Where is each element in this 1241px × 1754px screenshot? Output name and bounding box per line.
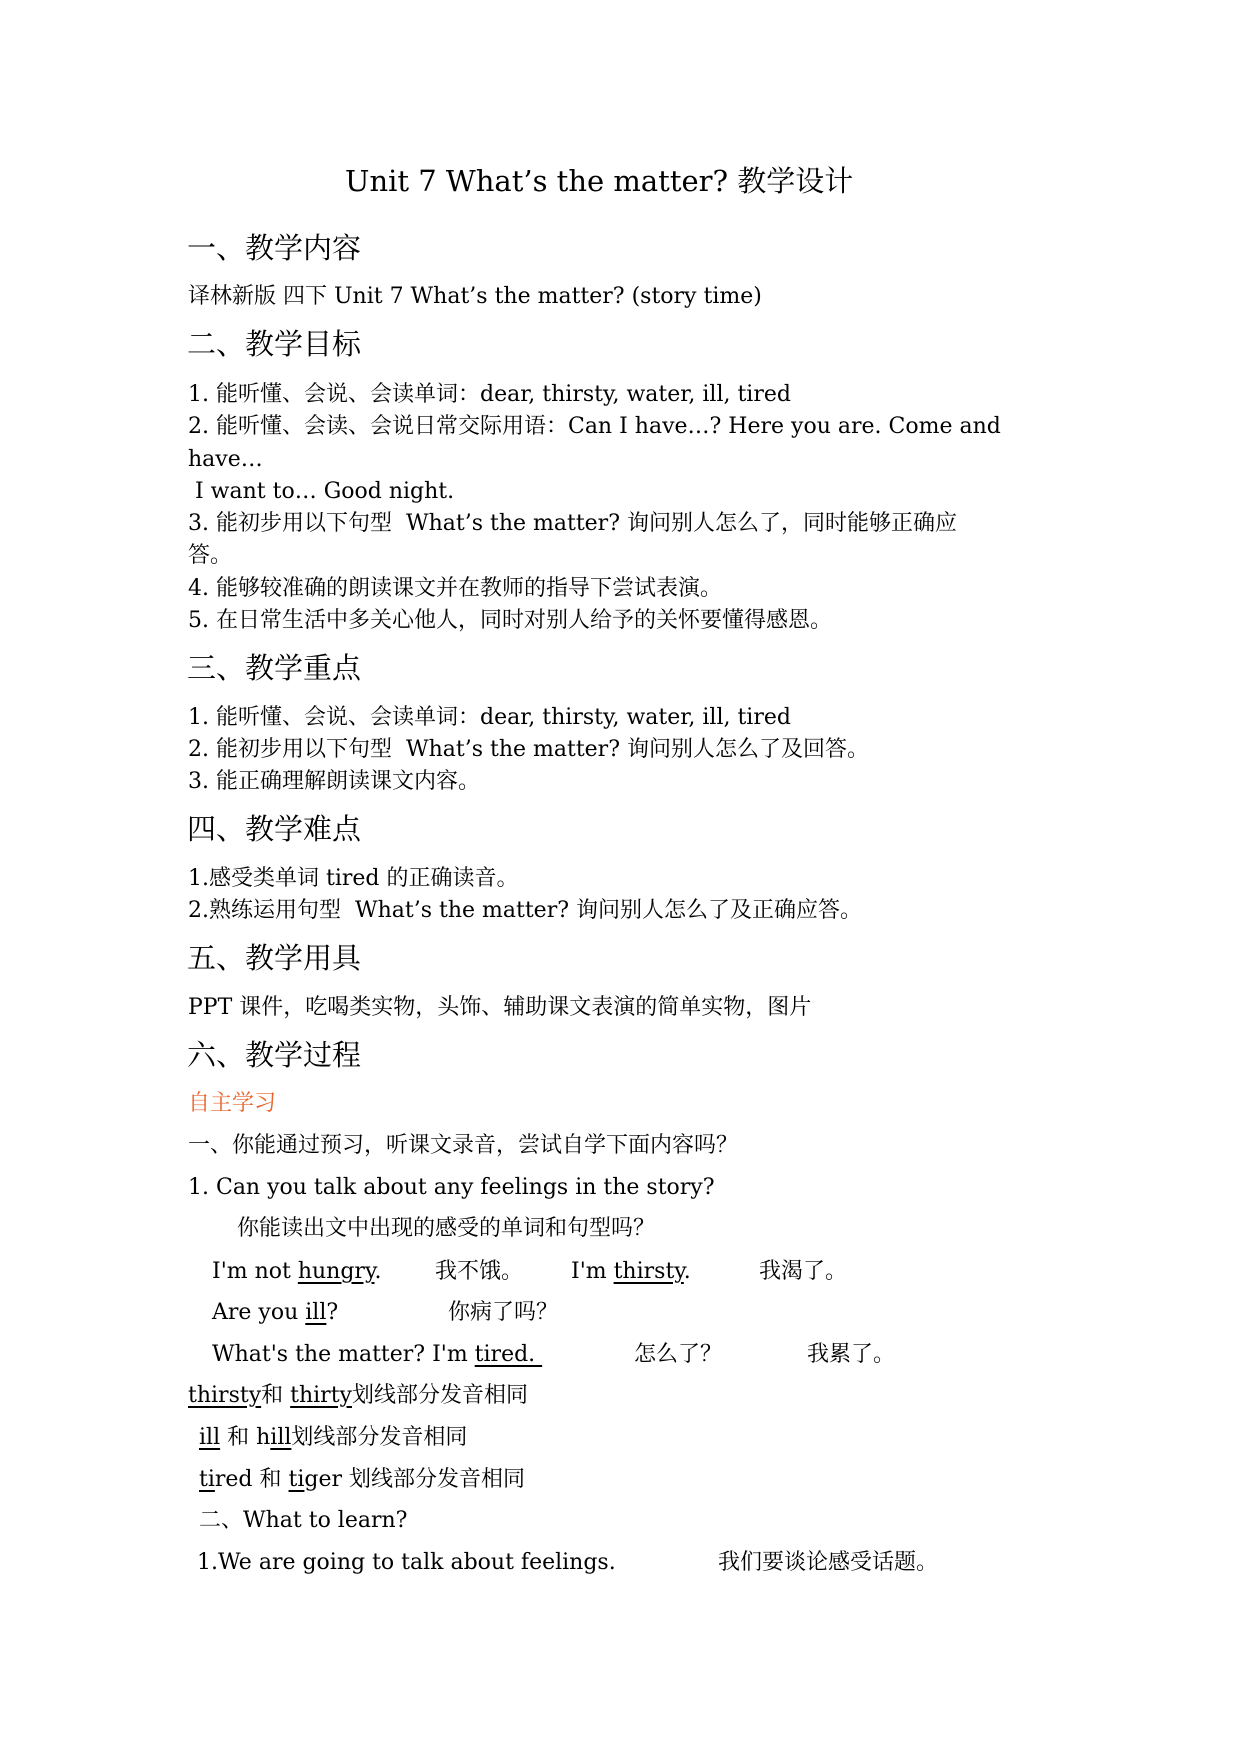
example-translation: 我渴了。	[759, 1259, 848, 1284]
question-item: 1. Can you talk about any feelings in the story?	[188, 1175, 715, 1200]
goal-item-continued: 答。	[188, 543, 233, 568]
underlined-word: hungry	[297, 1259, 375, 1284]
example-translation: 我不饿。	[435, 1259, 524, 1284]
example-translation: 我累了。	[807, 1342, 896, 1367]
difficulty-item: 2.熟练运用句型 What’s the matter? 询问别人怎么了及正确应答。	[188, 898, 862, 923]
key-point-item: 2. 能初步用以下句型 What’s the matter? 询问别人怎么了及回答。	[188, 737, 869, 762]
underlined-word: ill	[305, 1300, 327, 1325]
question-item: 1.We are going to talk about feelings.	[197, 1550, 616, 1575]
example-translation: 怎么了？	[634, 1342, 723, 1367]
goal-item: 1. 能听懂、会说、会读单词：dear, thirsty, water, ill, tired	[188, 382, 791, 407]
example-sentence: I'm thirsty.	[571, 1259, 691, 1284]
subheading-self-study: 自主学习	[188, 1091, 277, 1116]
goal-item-continued: I want to… Good night.	[188, 479, 455, 504]
question-heading: 二、What to learn?	[199, 1508, 408, 1533]
section-heading-key-points: 三、教学重点	[187, 651, 362, 685]
key-point-item: 1. 能听懂、会说、会读单词：dear, thirsty, water, ill, tired	[188, 705, 791, 730]
goal-item: 2. 能听懂、会读、会说日常交际用语：Can I have…? Here you are. Come and	[188, 414, 1001, 439]
page-title: Unit 7 What’s the matter? 教学设计	[345, 164, 854, 198]
underlined-word: tired.	[474, 1342, 543, 1367]
goal-item: 3. 能初步用以下句型 What’s the matter? 询问别人怎么了，同时能够正确应	[188, 511, 957, 536]
section-text-content: 译林新版 四下 Unit 7 What’s the matter? (story time)	[188, 284, 762, 309]
section-text-tools: PPT 课件，吃喝类实物，头饰、辅助课文表演的简单实物，图片	[188, 995, 812, 1020]
difficulty-item: 1.感受类单词 tired 的正确读音。	[188, 866, 519, 891]
pronunciation-note: thirsty和 thirty划线部分发音相同	[188, 1383, 528, 1408]
example-translation: 你病了吗？	[448, 1300, 559, 1325]
question-item-cn: 我们要谈论感受话题。	[718, 1550, 939, 1575]
question-heading: 一、你能通过预习，听课文录音，尝试自学下面内容吗？	[188, 1133, 739, 1158]
key-point-item: 3. 能正确理解朗读课文内容。	[188, 769, 480, 794]
section-heading-process: 六、教学过程	[187, 1038, 362, 1072]
goal-item: 4. 能够较准确的朗读课文并在教师的指导下尝试表演。	[188, 576, 722, 601]
goal-item-continued: have…	[188, 447, 263, 472]
question-item-cn: 你能读出文中出现的感受的单词和句型吗？	[237, 1216, 656, 1241]
section-heading-goals: 二、教学目标	[187, 327, 362, 361]
section-heading-content: 一、教学内容	[187, 231, 362, 265]
example-sentence: Are you ill?	[212, 1300, 339, 1325]
example-sentence: What's the matter? I'm tired.	[212, 1342, 543, 1367]
underlined-word: thirsty	[613, 1259, 684, 1284]
example-sentence: I'm not hungry.	[212, 1259, 382, 1284]
pronunciation-note: tired 和 tiger 划线部分发音相同	[199, 1467, 526, 1492]
pronunciation-note: ill 和 hill划线部分发音相同	[199, 1425, 468, 1450]
goal-item: 5. 在日常生活中多关心他人，同时对别人给予的关怀要懂得感恩。	[188, 608, 832, 633]
section-heading-tools: 五、教学用具	[187, 941, 362, 975]
section-heading-difficulties: 四、教学难点	[187, 812, 362, 846]
